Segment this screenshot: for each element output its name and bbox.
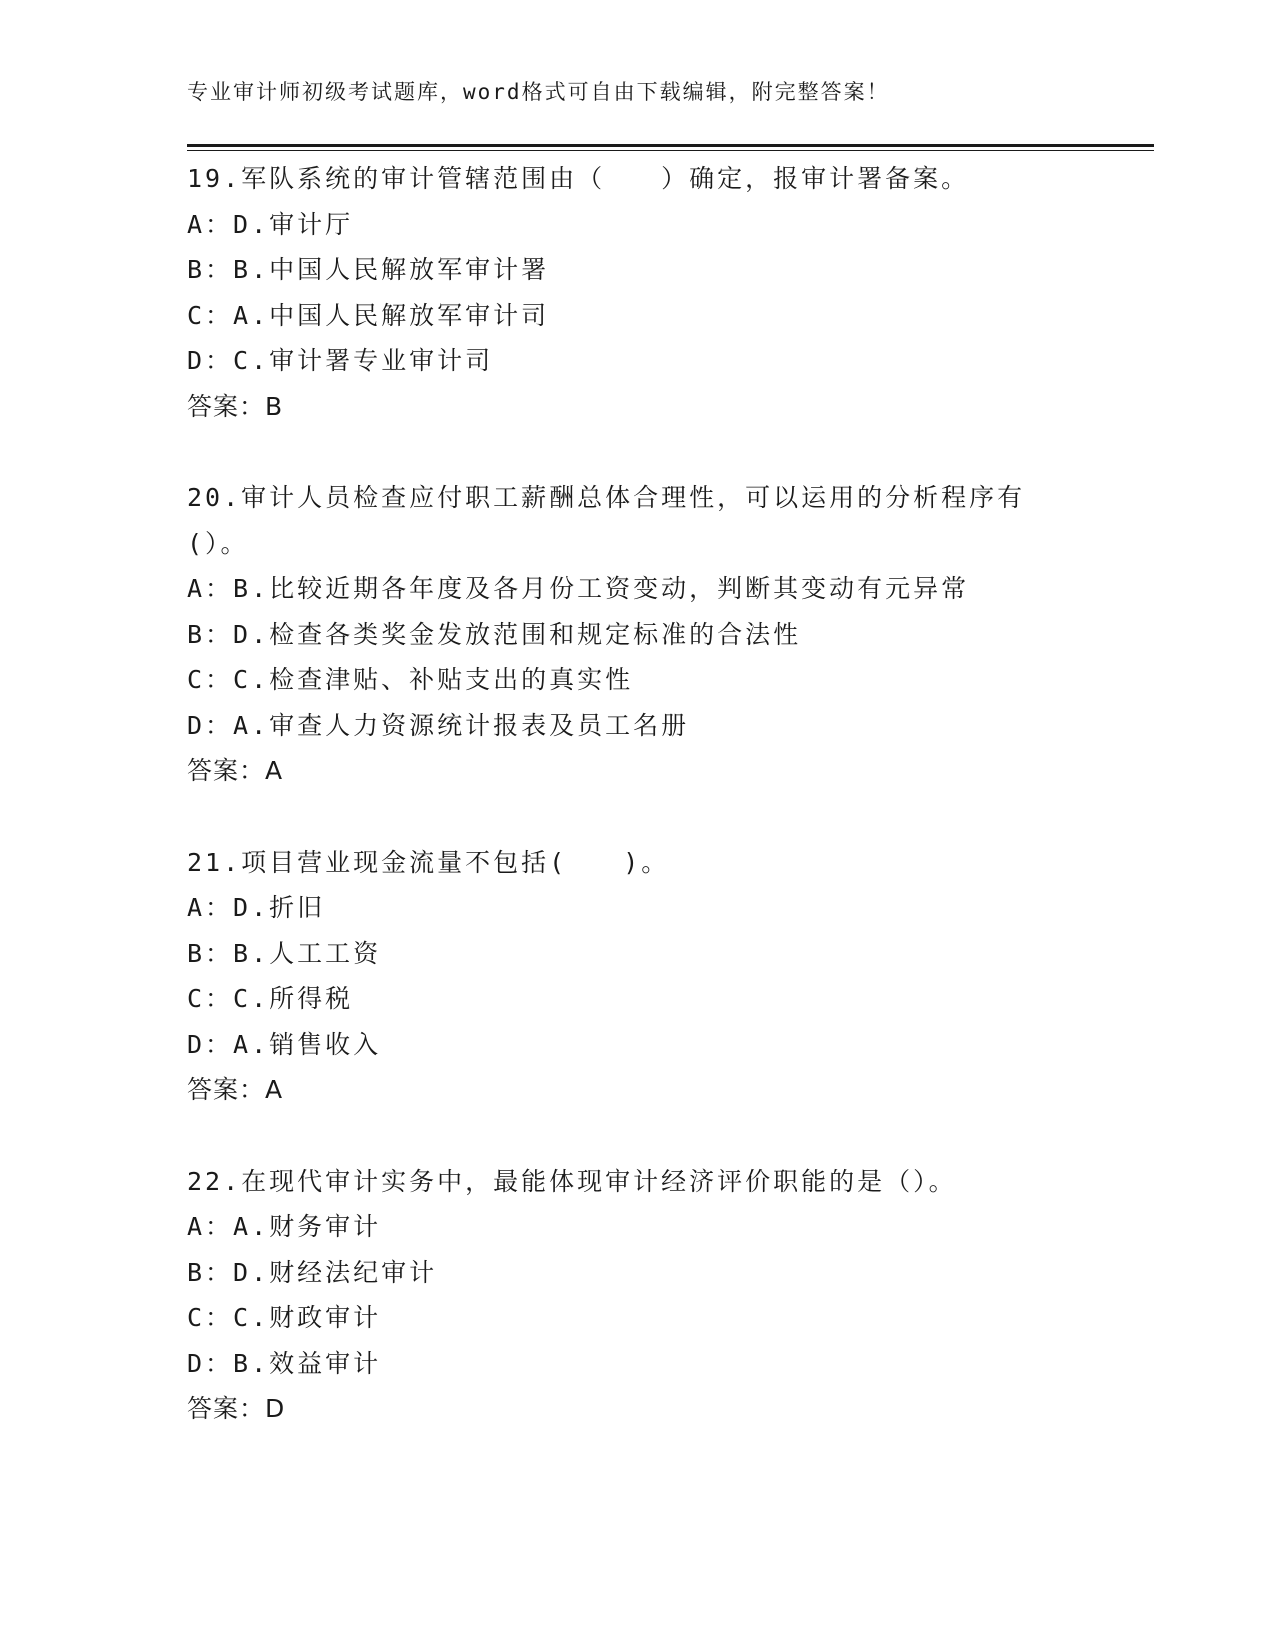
answer-line: 答案：A [187,1075,284,1104]
option-d: D：A.审查人力资源统计报表及员工名册 [187,710,690,740]
question-stem: 22.在现代审计实务中，最能体现审计经济评价职能的是（）。 [187,1166,957,1196]
question-stem: 21.项目营业现金流量不包括( )。 [187,847,670,877]
option-c: C：A.中国人民解放军审计司 [187,300,550,330]
header-divider-thick [187,144,1154,147]
answer-line: 答案：A [187,756,284,785]
answer-line: 答案：B [187,391,284,421]
option-c: C：C.所得税 [187,984,354,1013]
header-divider-thin [187,150,1154,151]
option-d: D：C.审计署专业审计司 [187,346,494,375]
question-22 [187,1159,1087,1432]
option-a: A：D.审计厅 [187,209,354,239]
question-stem: 20.审计人员检查应付职工薪酬总体合理性，可以运用的分析程序有(）。 [187,483,1026,558]
page-header: 专业审计师初级考试题库，word格式可自由下载编辑，附完整答案！ [187,80,890,104]
option-b: B：D.检查各类奖金发放范围和规定标准的合法性 [187,619,802,649]
question-20 [187,475,1087,794]
option-a: A：A.财务审计 [187,1212,382,1241]
question-stem: 19.军队系统的审计管辖范围由（ ）确定，报审计署备案。 [187,164,970,193]
option-b: B：D.财经法纪审计 [187,1257,438,1287]
option-b: B：B.中国人民解放军审计署 [187,255,550,284]
option-d: D：B.效益审计 [187,1348,382,1378]
option-b: B：B.人工工资 [187,938,382,968]
option-a: A：B.比较近期各年度及各月份工资变动，判断其变动有元异常 [187,574,970,603]
answer-line: 答案：D [187,1394,286,1423]
question-21 [187,840,1087,1113]
option-d: D：A.销售收入 [187,1029,382,1059]
question-list [187,156,1087,1478]
option-c: C：C.财政审计 [187,1303,382,1332]
option-c: C：C.检查津贴、补贴支出的真实性 [187,665,634,694]
option-a: A：D.折旧 [187,893,326,922]
question-19 [187,156,1087,429]
